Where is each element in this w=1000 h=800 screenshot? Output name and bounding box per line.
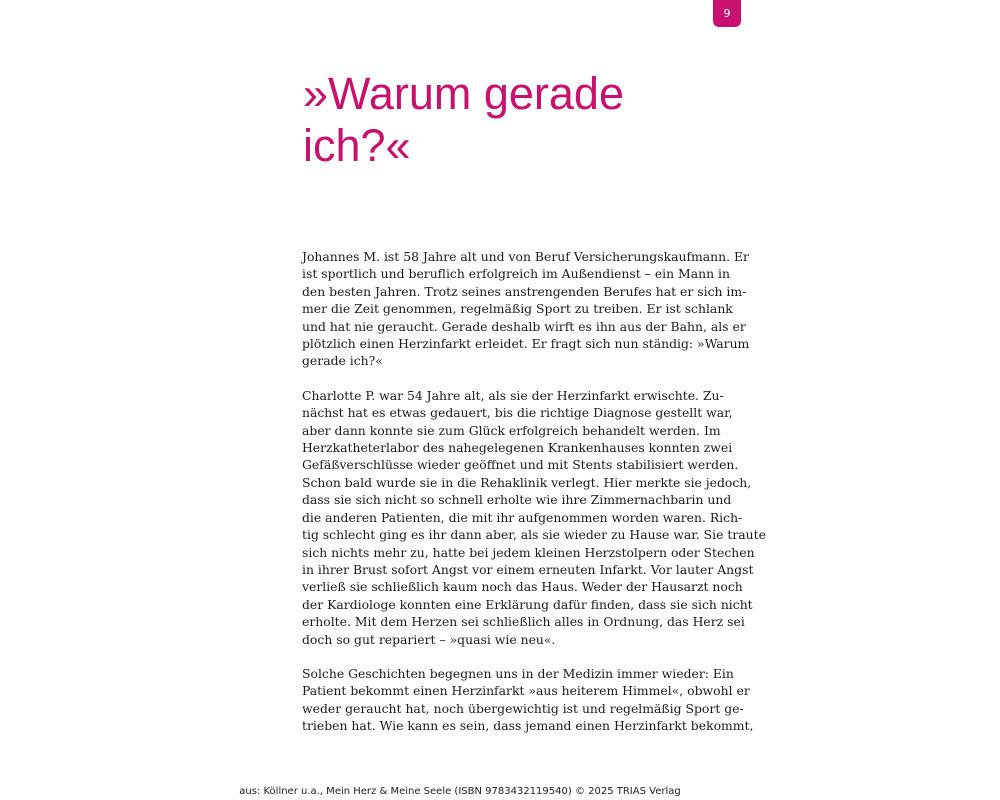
text-line: nächst hat es etwas gedauert, bis die richtige Diagnose gestellt war, (302, 405, 733, 421)
text-line: Patient bekommt einen Herzinfarkt »aus heiterem Himmel«, obwohl er (302, 683, 750, 699)
text-line: aber dann konnte sie zum Glück erfolgreich behandelt werden. Im (302, 422, 721, 438)
paragraph-stories (302, 665, 754, 735)
text-line: der Kardiologe konnten eine Erklärung dafür finden, dass sie sich nicht (302, 596, 753, 612)
text-line: und hat nie geraucht. Gerade deshalb wirft es ihn aus der Bahn, als er (302, 318, 746, 334)
text-line: Herzkatheterlabor des nahegelegenen Krankenhauses konnten zwei (302, 440, 733, 456)
text-line: trieben hat. Wie kann es sein, dass jemand einen Herzinfarkt bekommt, (302, 718, 754, 734)
text-line: dass sie sich nicht so schnell erholte wie ihre Zimmernachbarin und (302, 492, 732, 508)
text-line: in ihrer Brust sofort Angst vor einem erneuten Infarkt. Vor lauter Angst (302, 561, 754, 577)
text-line: ist sportlich und beruflich erfolgreich im Außendienst – ein Mann in (302, 266, 730, 282)
body-text (302, 248, 766, 752)
text-line: Charlotte P. war 54 Jahre alt, als sie der Herzinfarkt erwischte. Zu- (302, 387, 724, 403)
text-line: Johannes M. ist 58 Jahre alt und von Beruf Versicherungskaufmann. Er (302, 249, 749, 264)
text-line: verließ sie schließlich kaum noch das Haus. Weder der Hausarzt noch (302, 579, 743, 595)
text-line: Gefäßverschlüsse wieder geöffnet und mit Stents stabilisiert werden. (302, 457, 739, 473)
text-line: doch so gut repariert – »quasi wie neu«. (302, 631, 556, 647)
text-line: den besten Jahren. Trotz seines anstrengenden Berufes hat er sich im- (302, 283, 747, 299)
source-footer: aus: Köllner u.a., Mein Herz & Meine Seele (ISBN 9783432119540) © 2025 TRIAS Verlag (239, 786, 681, 797)
paragraph-johannes (302, 248, 750, 370)
paragraph-charlotte (302, 387, 766, 648)
page-number-badge: 9 (713, 0, 741, 27)
chapter-title-line: »Warum gerade (303, 68, 624, 119)
text-line: die anderen Patienten, die mit ihr aufgenommen worden waren. Rich- (302, 509, 743, 525)
text-line: sich nichts mehr zu, hatte bei jedem kleinen Herzstolpern oder Stechen (302, 544, 755, 560)
chapter-title (303, 68, 723, 172)
text-line: mer die Zeit genommen, regelmäßig Sport zu treiben. Er ist schlank (302, 301, 733, 317)
text-line: tig schlecht ging es ihr dann aber, als sie wieder zu Hause war. Sie traute (302, 527, 766, 543)
text-line: Schon bald wurde sie in die Rehaklinik verlegt. Hier merkte sie jedoch, (302, 474, 752, 490)
chapter-title-line: ich?« (303, 120, 411, 171)
text-line: plötzlich einen Herzinfarkt erleidet. Er fragt sich nun ständig: »Warum (302, 336, 750, 352)
text-line: Solche Geschichten begegnen uns in der Medizin immer wieder: Ein (302, 665, 734, 681)
text-line: weder geraucht hat, noch übergewichtig ist und regelmäßig Sport ge- (302, 700, 744, 716)
text-line: gerade ich?« (302, 353, 383, 369)
text-line: erholte. Mit dem Herzen sei schließlich alles in Ordnung, das Herz sei (302, 614, 745, 630)
